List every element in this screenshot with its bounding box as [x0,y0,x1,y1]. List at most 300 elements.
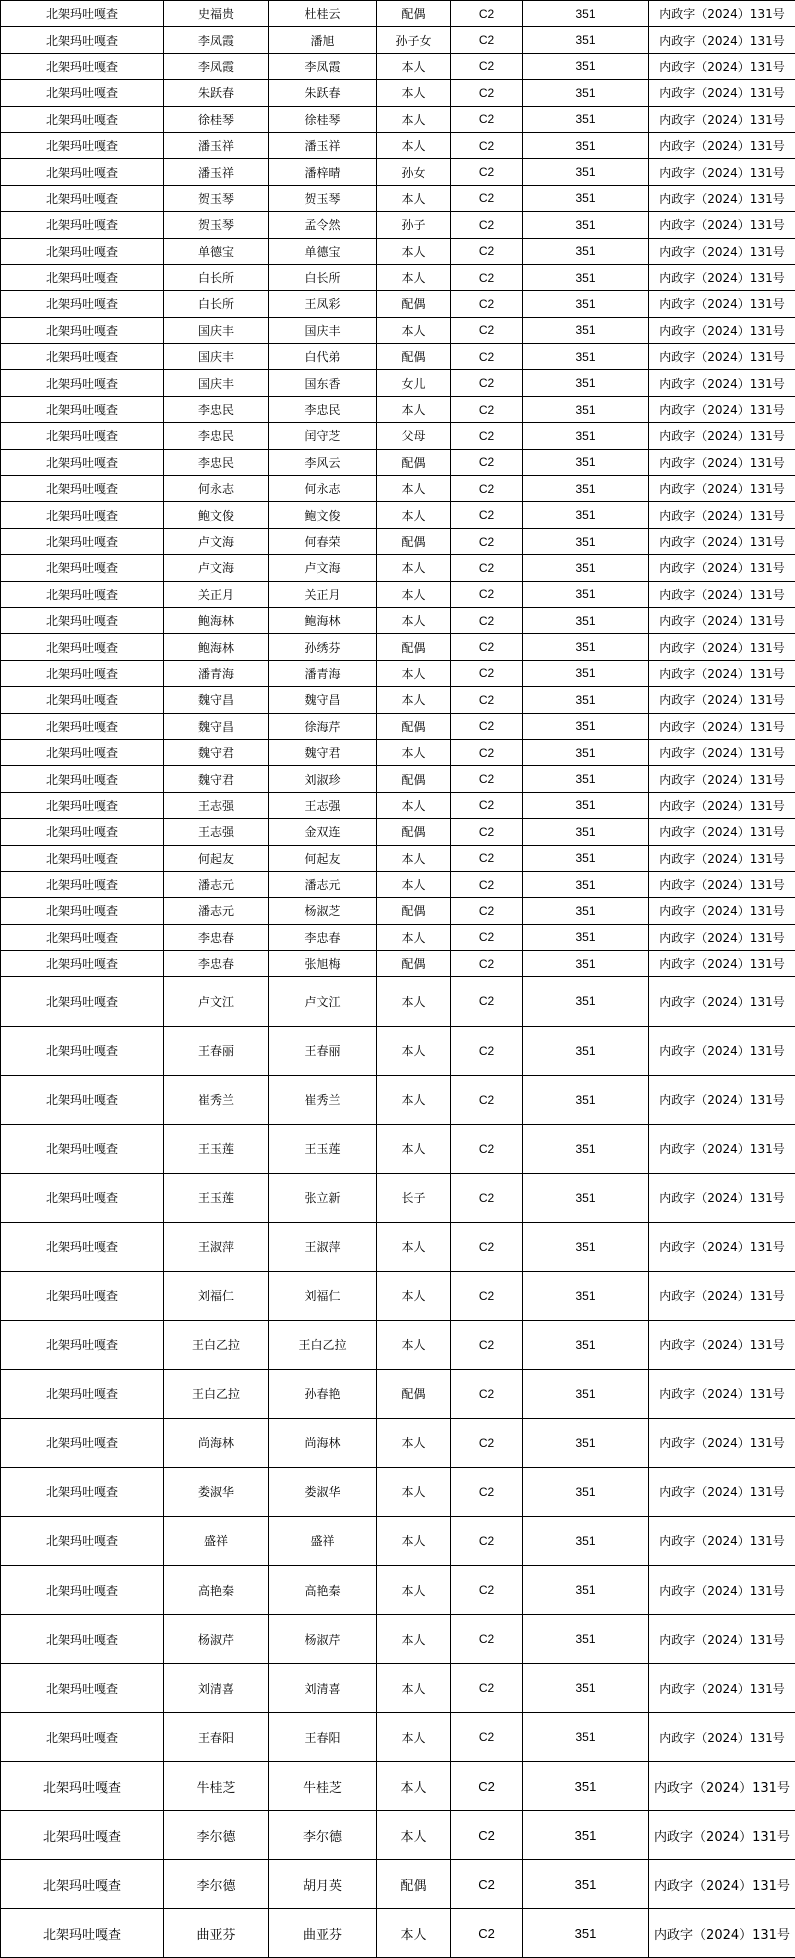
cell-householder: 李忠民 [164,423,269,449]
cell-grade: C2 [451,634,523,660]
cell-name: 王淑萍 [269,1222,377,1271]
table-row [1,871,795,897]
cell-village: 北架玛吐嘎查 [1,581,164,607]
cell-document-no: 内政字（2024）131号 [649,291,795,317]
cell-amount: 351 [523,1173,649,1222]
cell-name: 牛桂芝 [269,1762,377,1811]
cell-householder: 魏守君 [164,766,269,792]
cell-relation: 配偶 [377,634,451,660]
table-row [1,528,795,554]
cell-document-no: 内政字（2024）131号 [649,713,795,739]
cell-householder: 李尔德 [164,1811,269,1860]
cell-householder: 李忠民 [164,396,269,422]
cell-name: 朱跃春 [269,80,377,106]
cell-relation: 本人 [377,1516,451,1565]
cell-name: 王玉莲 [269,1124,377,1173]
cell-village: 北架玛吐嘎查 [1,977,164,1026]
cell-householder: 白长所 [164,264,269,290]
cell-grade: C2 [451,80,523,106]
cell-name: 曲亚芬 [269,1909,377,1958]
cell-village: 北架玛吐嘎查 [1,1369,164,1418]
table-row [1,1615,795,1664]
table-row [1,396,795,422]
cell-grade: C2 [451,317,523,343]
cell-relation: 配偶 [377,766,451,792]
cell-amount: 351 [523,449,649,475]
table-row [1,238,795,264]
cell-amount: 351 [523,1909,649,1958]
cell-document-no: 内政字（2024）131号 [649,1467,795,1516]
cell-village: 北架玛吐嘎查 [1,1713,164,1762]
cell-grade: C2 [451,1811,523,1860]
cell-village: 北架玛吐嘎查 [1,687,164,713]
cell-relation: 孙子女 [377,27,451,53]
table-row [1,713,795,739]
cell-relation: 本人 [377,1909,451,1958]
cell-village: 北架玛吐嘎查 [1,1664,164,1713]
cell-name: 张立新 [269,1173,377,1222]
cell-name: 高艳秦 [269,1566,377,1615]
cell-document-no: 内政字（2024）131号 [649,819,795,845]
cell-relation: 孙子 [377,212,451,238]
cell-relation: 配偶 [377,528,451,554]
cell-grade: C2 [451,977,523,1026]
cell-grade: C2 [451,1566,523,1615]
cell-householder: 李忠民 [164,449,269,475]
cell-grade: C2 [451,1713,523,1762]
cell-amount: 351 [523,502,649,528]
cell-relation: 本人 [377,1124,451,1173]
cell-amount: 351 [523,581,649,607]
cell-name: 孟令然 [269,212,377,238]
cell-village: 北架玛吐嘎查 [1,53,164,79]
cell-village: 北架玛吐嘎查 [1,132,164,158]
cell-householder: 李忠春 [164,924,269,950]
cell-grade: C2 [451,1615,523,1664]
cell-householder: 盛祥 [164,1516,269,1565]
cell-amount: 351 [523,53,649,79]
cell-relation: 配偶 [377,449,451,475]
table-row [1,766,795,792]
cell-village: 北架玛吐嘎查 [1,27,164,53]
cell-amount: 351 [523,1,649,27]
cell-amount: 351 [523,1369,649,1418]
table-row [1,924,795,950]
cell-relation: 配偶 [377,1,451,27]
cell-amount: 351 [523,27,649,53]
cell-document-no: 内政字（2024）131号 [649,106,795,132]
cell-village: 北架玛吐嘎查 [1,1762,164,1811]
cell-relation: 父母 [377,423,451,449]
table-row [1,1762,795,1811]
table-row [1,845,795,871]
cell-grade: C2 [451,1860,523,1909]
cell-amount: 351 [523,660,649,686]
cell-amount: 351 [523,212,649,238]
cell-householder: 国庆丰 [164,370,269,396]
cell-amount: 351 [523,792,649,818]
cell-householder: 魏守昌 [164,713,269,739]
cell-relation: 本人 [377,132,451,158]
cell-document-no: 内政字（2024）131号 [649,27,795,53]
cell-relation: 本人 [377,502,451,528]
cell-relation: 本人 [377,924,451,950]
cell-document-no: 内政字（2024）131号 [649,845,795,871]
cell-document-no: 内政字（2024）131号 [649,687,795,713]
cell-relation: 配偶 [377,951,451,977]
cell-grade: C2 [451,951,523,977]
cell-householder: 崔秀兰 [164,1075,269,1124]
cell-village: 北架玛吐嘎查 [1,739,164,765]
cell-name: 杨淑芹 [269,1615,377,1664]
cell-householder: 卢文海 [164,555,269,581]
cell-village: 北架玛吐嘎查 [1,1271,164,1320]
cell-householder: 李凤霞 [164,53,269,79]
cell-amount: 351 [523,871,649,897]
cell-householder: 关正月 [164,581,269,607]
cell-village: 北架玛吐嘎查 [1,1320,164,1369]
table-row [1,1713,795,1762]
cell-relation: 本人 [377,264,451,290]
cell-grade: C2 [451,423,523,449]
cell-village: 北架玛吐嘎查 [1,317,164,343]
cell-relation: 本人 [377,1566,451,1615]
cell-village: 北架玛吐嘎查 [1,344,164,370]
cell-document-no: 内政字（2024）131号 [649,370,795,396]
cell-document-no: 内政字（2024）131号 [649,1,795,27]
cell-document-no: 内政字（2024）131号 [649,607,795,633]
cell-amount: 351 [523,739,649,765]
cell-document-no: 内政字（2024）131号 [649,1124,795,1173]
cell-amount: 351 [523,264,649,290]
cell-grade: C2 [451,1075,523,1124]
cell-village: 北架玛吐嘎查 [1,792,164,818]
table-row [1,1566,795,1615]
cell-name: 国东香 [269,370,377,396]
cell-householder: 卢文海 [164,528,269,554]
cell-grade: C2 [451,1222,523,1271]
cell-village: 北架玛吐嘎查 [1,951,164,977]
cell-grade: C2 [451,845,523,871]
cell-name: 徐桂琴 [269,106,377,132]
cell-relation: 本人 [377,977,451,1026]
cell-name: 李凤霞 [269,53,377,79]
cell-document-no: 内政字（2024）131号 [649,660,795,686]
cell-village: 北架玛吐嘎查 [1,1075,164,1124]
cell-householder: 潘志元 [164,871,269,897]
cell-amount: 351 [523,344,649,370]
table-row [1,1811,795,1860]
cell-document-no: 内政字（2024）131号 [649,1418,795,1467]
table-row [1,132,795,158]
cell-grade: C2 [451,1320,523,1369]
cell-name: 魏守昌 [269,687,377,713]
cell-amount: 351 [523,106,649,132]
table-row [1,1124,795,1173]
table-row [1,1222,795,1271]
cell-amount: 351 [523,1713,649,1762]
cell-grade: C2 [451,264,523,290]
cell-grade: C2 [451,370,523,396]
table-row [1,951,795,977]
cell-householder: 史福贵 [164,1,269,27]
cell-amount: 351 [523,713,649,739]
table-row [1,555,795,581]
cell-amount: 351 [523,1467,649,1516]
cell-document-no: 内政字（2024）131号 [649,1075,795,1124]
cell-name: 李忠春 [269,924,377,950]
cell-document-no: 内政字（2024）131号 [649,1173,795,1222]
cell-householder: 潘玉祥 [164,132,269,158]
cell-amount: 351 [523,845,649,871]
cell-village: 北架玛吐嘎查 [1,106,164,132]
cell-village: 北架玛吐嘎查 [1,1860,164,1909]
cell-grade: C2 [451,739,523,765]
table-row [1,819,795,845]
cell-amount: 351 [523,80,649,106]
cell-village: 北架玛吐嘎查 [1,502,164,528]
table-row [1,1173,795,1222]
cell-relation: 本人 [377,1664,451,1713]
table-row [1,792,795,818]
cell-relation: 配偶 [377,291,451,317]
table-row [1,1467,795,1516]
cell-householder: 杨淑芹 [164,1615,269,1664]
table-row [1,1369,795,1418]
cell-grade: C2 [451,238,523,264]
cell-name: 潘玉祥 [269,132,377,158]
cell-householder: 牛桂芝 [164,1762,269,1811]
cell-grade: C2 [451,1467,523,1516]
cell-amount: 351 [523,898,649,924]
cell-name: 李尔德 [269,1811,377,1860]
cell-village: 北架玛吐嘎查 [1,1026,164,1075]
cell-grade: C2 [451,924,523,950]
cell-name: 关正月 [269,581,377,607]
cell-relation: 本人 [377,739,451,765]
cell-householder: 鲍海林 [164,634,269,660]
cell-name: 尚海林 [269,1418,377,1467]
table-row [1,264,795,290]
table-row [1,607,795,633]
cell-document-no: 内政字（2024）131号 [649,1566,795,1615]
cell-document-no: 内政字（2024）131号 [649,423,795,449]
cell-name: 白代弟 [269,344,377,370]
table-row [1,1,795,27]
table-row [1,1418,795,1467]
cell-householder: 潘玉祥 [164,159,269,185]
cell-document-no: 内政字（2024）131号 [649,264,795,290]
cell-village: 北架玛吐嘎查 [1,1418,164,1467]
cell-grade: C2 [451,898,523,924]
cell-name: 潘青海 [269,660,377,686]
cell-householder: 鲍文俊 [164,502,269,528]
cell-grade: C2 [451,819,523,845]
cell-document-no: 内政字（2024）131号 [649,159,795,185]
cell-document-no: 内政字（2024）131号 [649,924,795,950]
cell-householder: 刘清喜 [164,1664,269,1713]
cell-name: 盛祥 [269,1516,377,1565]
cell-householder: 李凤霞 [164,27,269,53]
cell-document-no: 内政字（2024）131号 [649,951,795,977]
cell-grade: C2 [451,713,523,739]
cell-document-no: 内政字（2024）131号 [649,792,795,818]
cell-village: 北架玛吐嘎查 [1,185,164,211]
cell-grade: C2 [451,766,523,792]
cell-relation: 本人 [377,396,451,422]
cell-village: 北架玛吐嘎查 [1,660,164,686]
cell-village: 北架玛吐嘎查 [1,396,164,422]
cell-amount: 351 [523,1222,649,1271]
cell-amount: 351 [523,819,649,845]
cell-grade: C2 [451,687,523,713]
cell-amount: 351 [523,317,649,343]
cell-householder: 娄淑华 [164,1467,269,1516]
cell-name: 崔秀兰 [269,1075,377,1124]
cell-relation: 本人 [377,238,451,264]
cell-grade: C2 [451,291,523,317]
cell-village: 北架玛吐嘎查 [1,766,164,792]
cell-village: 北架玛吐嘎查 [1,212,164,238]
cell-householder: 王白乙拉 [164,1369,269,1418]
cell-amount: 351 [523,766,649,792]
cell-grade: C2 [451,607,523,633]
cell-village: 北架玛吐嘎查 [1,607,164,633]
cell-village: 北架玛吐嘎查 [1,898,164,924]
cell-amount: 351 [523,607,649,633]
cell-name: 何起友 [269,845,377,871]
cell-village: 北架玛吐嘎查 [1,1173,164,1222]
table-row [1,1909,795,1958]
cell-name: 卢文海 [269,555,377,581]
cell-grade: C2 [451,528,523,554]
cell-amount: 351 [523,396,649,422]
cell-relation: 本人 [377,607,451,633]
cell-document-no: 内政字（2024）131号 [649,238,795,264]
cell-householder: 潘志元 [164,898,269,924]
cell-village: 北架玛吐嘎查 [1,528,164,554]
cell-relation: 本人 [377,106,451,132]
cell-name: 闰守芝 [269,423,377,449]
cell-relation: 本人 [377,1713,451,1762]
cell-amount: 351 [523,1026,649,1075]
cell-document-no: 内政字（2024）131号 [649,1664,795,1713]
cell-document-no: 内政字（2024）131号 [649,1615,795,1664]
table-row [1,27,795,53]
cell-village: 北架玛吐嘎查 [1,1516,164,1565]
cell-name: 王凤彩 [269,291,377,317]
cell-amount: 351 [523,528,649,554]
cell-grade: C2 [451,1909,523,1958]
cell-householder: 白长所 [164,291,269,317]
cell-village: 北架玛吐嘎查 [1,1811,164,1860]
cell-relation: 本人 [377,1222,451,1271]
cell-name: 杜桂云 [269,1,377,27]
cell-grade: C2 [451,1516,523,1565]
cell-householder: 王玉莲 [164,1124,269,1173]
cell-householder: 魏守昌 [164,687,269,713]
cell-village: 北架玛吐嘎查 [1,291,164,317]
table-row [1,502,795,528]
table-row [1,739,795,765]
cell-householder: 卢文江 [164,977,269,1026]
cell-document-no: 内政字（2024）131号 [649,766,795,792]
table-row [1,581,795,607]
cell-householder: 贺玉琴 [164,185,269,211]
cell-name: 杨淑芝 [269,898,377,924]
cell-relation: 配偶 [377,713,451,739]
cell-householder: 刘福仁 [164,1271,269,1320]
table-row [1,1271,795,1320]
cell-householder: 徐桂琴 [164,106,269,132]
cell-name: 何永志 [269,476,377,502]
cell-village: 北架玛吐嘎查 [1,1,164,27]
cell-relation: 长子 [377,1173,451,1222]
cell-name: 潘梓晴 [269,159,377,185]
cell-document-no: 内政字（2024）131号 [649,1271,795,1320]
table-row [1,476,795,502]
cell-amount: 351 [523,1418,649,1467]
table-row [1,185,795,211]
cell-village: 北架玛吐嘎查 [1,370,164,396]
cell-village: 北架玛吐嘎查 [1,713,164,739]
cell-relation: 配偶 [377,819,451,845]
cell-householder: 何永志 [164,476,269,502]
cell-grade: C2 [451,212,523,238]
cell-amount: 351 [523,423,649,449]
cell-document-no: 内政字（2024）131号 [649,1320,795,1369]
cell-householder: 王志强 [164,792,269,818]
cell-householder: 贺玉琴 [164,212,269,238]
cell-amount: 351 [523,1664,649,1713]
cell-village: 北架玛吐嘎查 [1,819,164,845]
table-row [1,317,795,343]
cell-village: 北架玛吐嘎查 [1,1222,164,1271]
table-row [1,106,795,132]
cell-document-no: 内政字（2024）131号 [649,1909,795,1958]
cell-relation: 配偶 [377,344,451,370]
cell-amount: 351 [523,370,649,396]
cell-name: 胡月英 [269,1860,377,1909]
cell-householder: 何起友 [164,845,269,871]
cell-householder: 王春阳 [164,1713,269,1762]
cell-relation: 本人 [377,660,451,686]
cell-village: 北架玛吐嘎查 [1,238,164,264]
cell-relation: 本人 [377,476,451,502]
table-row [1,1860,795,1909]
table-row [1,80,795,106]
cell-relation: 本人 [377,53,451,79]
cell-grade: C2 [451,53,523,79]
cell-relation: 本人 [377,1467,451,1516]
table-row [1,344,795,370]
table-row [1,1320,795,1369]
cell-relation: 配偶 [377,1369,451,1418]
cell-relation: 本人 [377,1811,451,1860]
cell-grade: C2 [451,185,523,211]
table-row [1,291,795,317]
cell-name: 鲍文俊 [269,502,377,528]
cell-name: 魏守君 [269,739,377,765]
cell-relation: 本人 [377,1418,451,1467]
cell-name: 卢文江 [269,977,377,1026]
cell-village: 北架玛吐嘎查 [1,1909,164,1958]
cell-document-no: 内政字（2024）131号 [649,1762,795,1811]
cell-grade: C2 [451,871,523,897]
cell-grade: C2 [451,27,523,53]
cell-householder: 魏守君 [164,739,269,765]
cell-document-no: 内政字（2024）131号 [649,1369,795,1418]
